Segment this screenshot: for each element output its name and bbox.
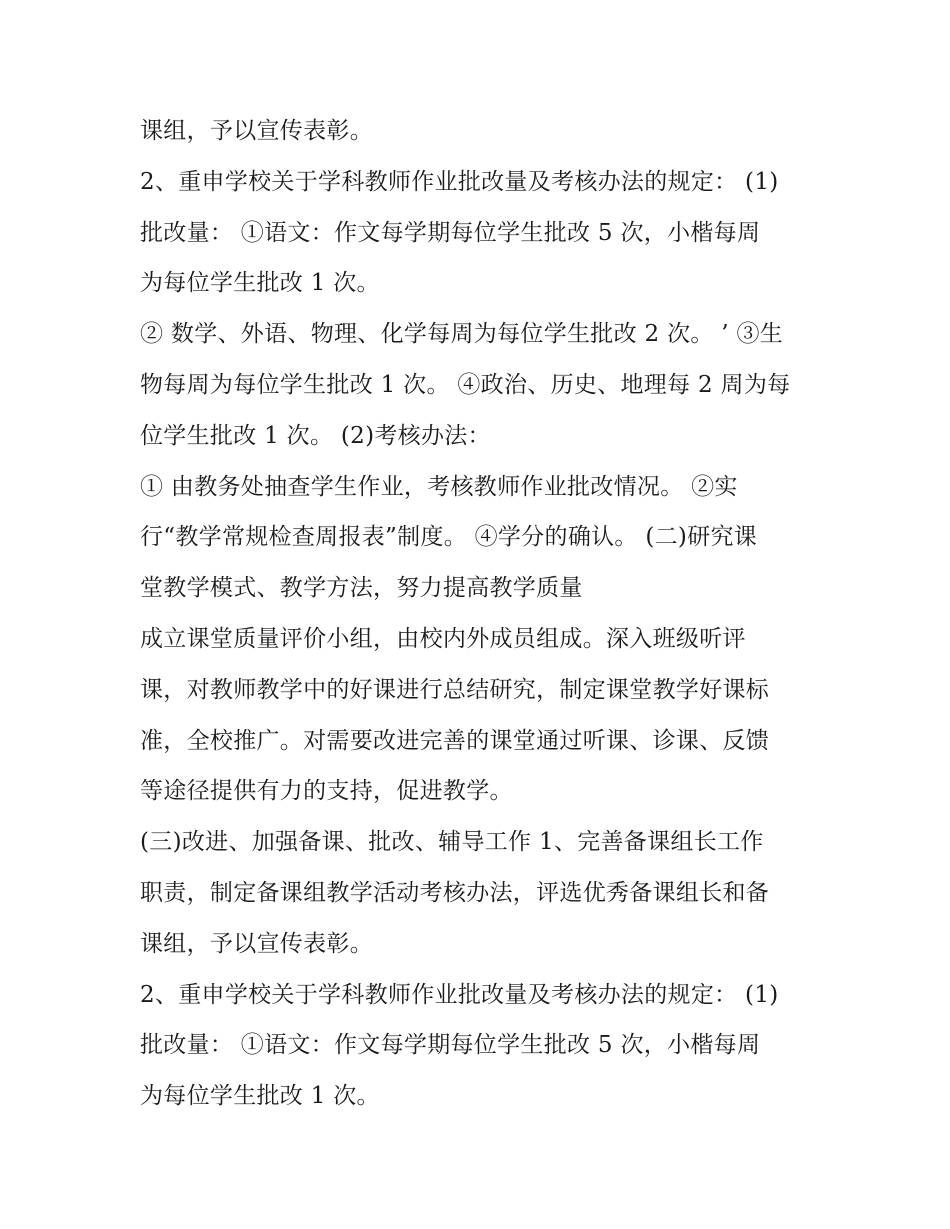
text-line: 位学生批改 1 次。 (2)考核办法： <box>140 422 491 449</box>
text-line: 课组，予以宣传表彰。 <box>140 118 373 144</box>
text-line: 课，对教师教学中的好课进行总结研究，制定课堂教学好课标 <box>140 676 770 703</box>
text-line: 批改量： ①语文：作文每学期每位学生批改 5 次，小楷每周 <box>140 1032 761 1059</box>
text-line: 为每位学生批改 1 次。 <box>140 1083 380 1110</box>
text-line: 堂教学模式、教学方法，努力提高教学质量 <box>140 575 583 602</box>
text-line: 课组，予以宣传表彰。 <box>140 930 373 957</box>
text-line: 2、重申学校关于学科教师作业批改量及考核办法的规定： (1) <box>140 981 779 1008</box>
text-line: 职责，制定备课组教学活动考核办法，评选优秀备课组长和备 <box>140 879 770 906</box>
text-line: (三)改进、加强备课、批改、辅导工作 1、完善备课组长工作 <box>140 829 764 856</box>
text-line: 批改量： ①语文：作文每学期每位学生批改 5 次，小楷每周 <box>140 219 761 246</box>
text-line: 等途径提供有力的支持，促进教学。 <box>140 778 513 805</box>
text-line: 准，全校推广。对需要改进完善的课堂通过听课、诊课、反馈 <box>140 727 770 754</box>
text-line: 行“教学常规检查周报表”制度。 ④学分的确认。 (二)研究课 <box>140 524 758 551</box>
text-line: 为每位学生批改 1 次。 <box>140 270 380 297</box>
text-line: 物每周为每位学生批改 1 次。 ④政治、历史、地理每 2 周为每 <box>140 371 791 398</box>
text-line: ② 数学、外语、物理、化学每周为每位学生批改 2 次。 ’ ③生 <box>140 321 784 348</box>
text-line: 成立课堂质量评价小组，由校内外成员组成。深入班级听评 <box>140 625 746 652</box>
text-line: 2、重申学校关于学科教师作业批改量及考核办法的规定： (1) <box>140 168 779 195</box>
document-body <box>140 106 830 1122</box>
text-line: ① 由教务处抽查学生作业，考核教师作业批改情况。 ②实 <box>140 473 738 500</box>
